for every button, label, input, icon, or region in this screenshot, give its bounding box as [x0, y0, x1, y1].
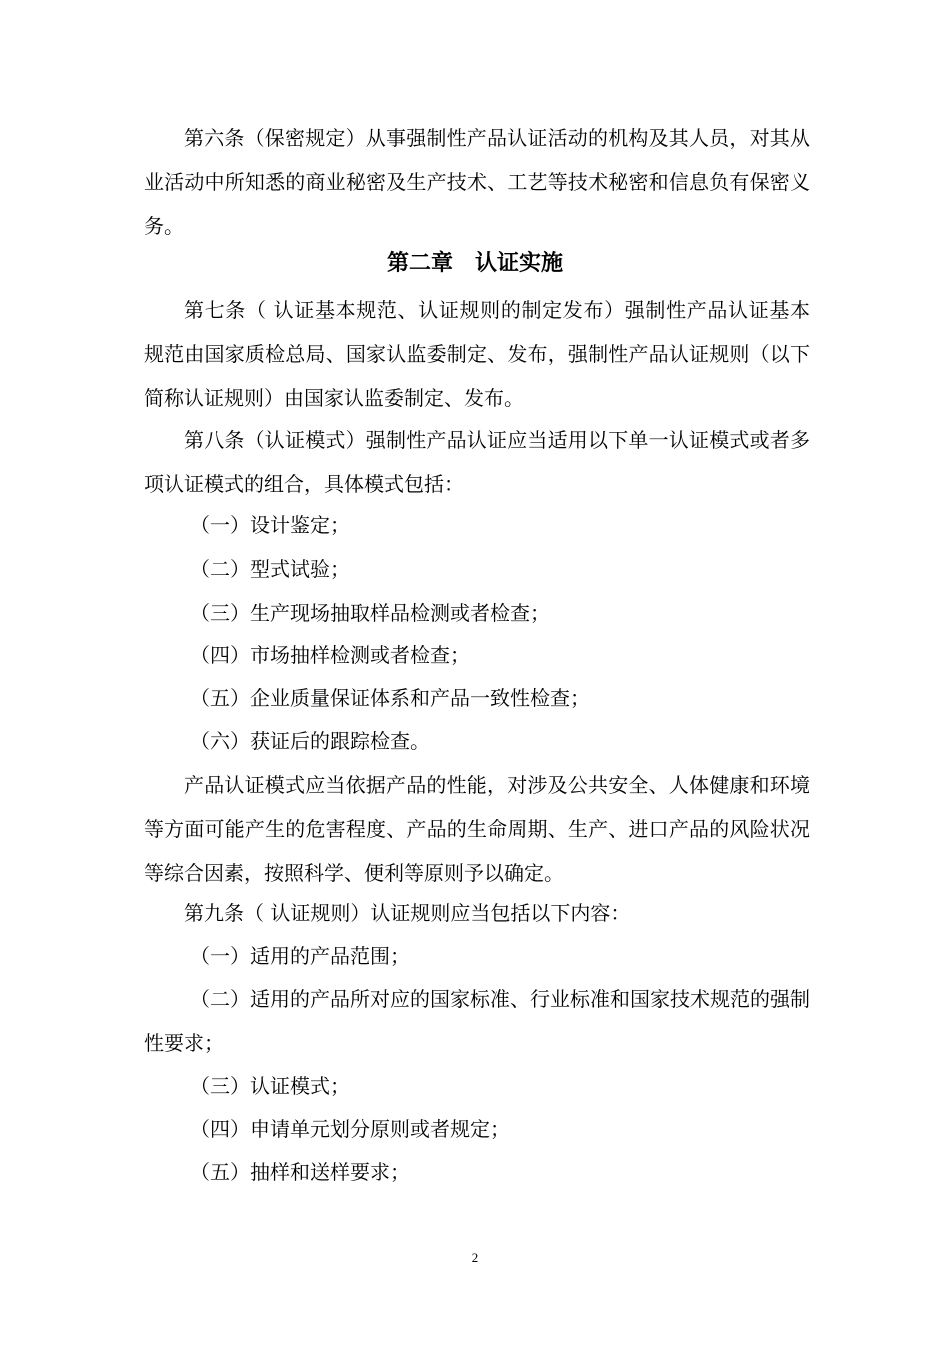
- article-9-item-1: （一）适用的产品范围；: [190, 944, 410, 968]
- article-8-item-6: （六）获证后的跟踪检查。: [190, 729, 430, 753]
- article-9-item-3: （三）认证模式；: [190, 1074, 350, 1098]
- article-6-paragraph: 第六条（保密规定）从事强制性产品认证活动的机构及其人员，对其从业活动中所知悉的商业秘密及生产技术、工艺等技术秘密和信息负有保密义务。: [144, 126, 810, 238]
- article-9-item-5: （五）抽样和送样要求；: [190, 1160, 410, 1184]
- article-9-item-4: （四）申请单元划分原则或者规定；: [190, 1117, 510, 1141]
- article-8-item-2: （二）型式试验；: [190, 557, 350, 581]
- article-8-item-3: （三）生产现场抽取样品检测或者检查；: [190, 601, 550, 625]
- chapter-title: 第二章 认证实施: [386, 251, 563, 276]
- article-8-paragraph: 第八条（认证模式）强制性产品认证应当适用以下单一认证模式或者多项认证模式的组合，具体模式包括：: [144, 428, 810, 496]
- article-8-note-paragraph: 产品认证模式应当依据产品的性能，对涉及公共安全、人体健康和环境等方面可能产生的危害程度、产品的生命周期、生产、进口产品的风险状况等综合因素，按照科学、便利等原则予以确定。: [144, 773, 810, 885]
- article-9-item-2: （二）适用的产品所对应的国家标准、行业标准和国家技术规范的强制性要求；: [144, 987, 810, 1055]
- article-8-item-4: （四）市场抽样检测或者检查；: [190, 643, 470, 667]
- article-8-item-5: （五）企业质量保证体系和产品一致性检查；: [190, 686, 590, 710]
- article-7-paragraph: 第七条（ 认证基本规范、认证规则的制定发布）强制性产品认证基本规范由国家质检总局、国家认监委制定、发布，强制性产品认证规则（以下简称认证规则）由国家认监委制定、发布。: [144, 298, 810, 410]
- article-8-item-1: （一）设计鉴定；: [190, 513, 350, 537]
- page-number: 2: [471, 1250, 479, 1265]
- article-9-paragraph: 第九条（ 认证规则）认证规则应当包括以下内容：: [184, 901, 631, 925]
